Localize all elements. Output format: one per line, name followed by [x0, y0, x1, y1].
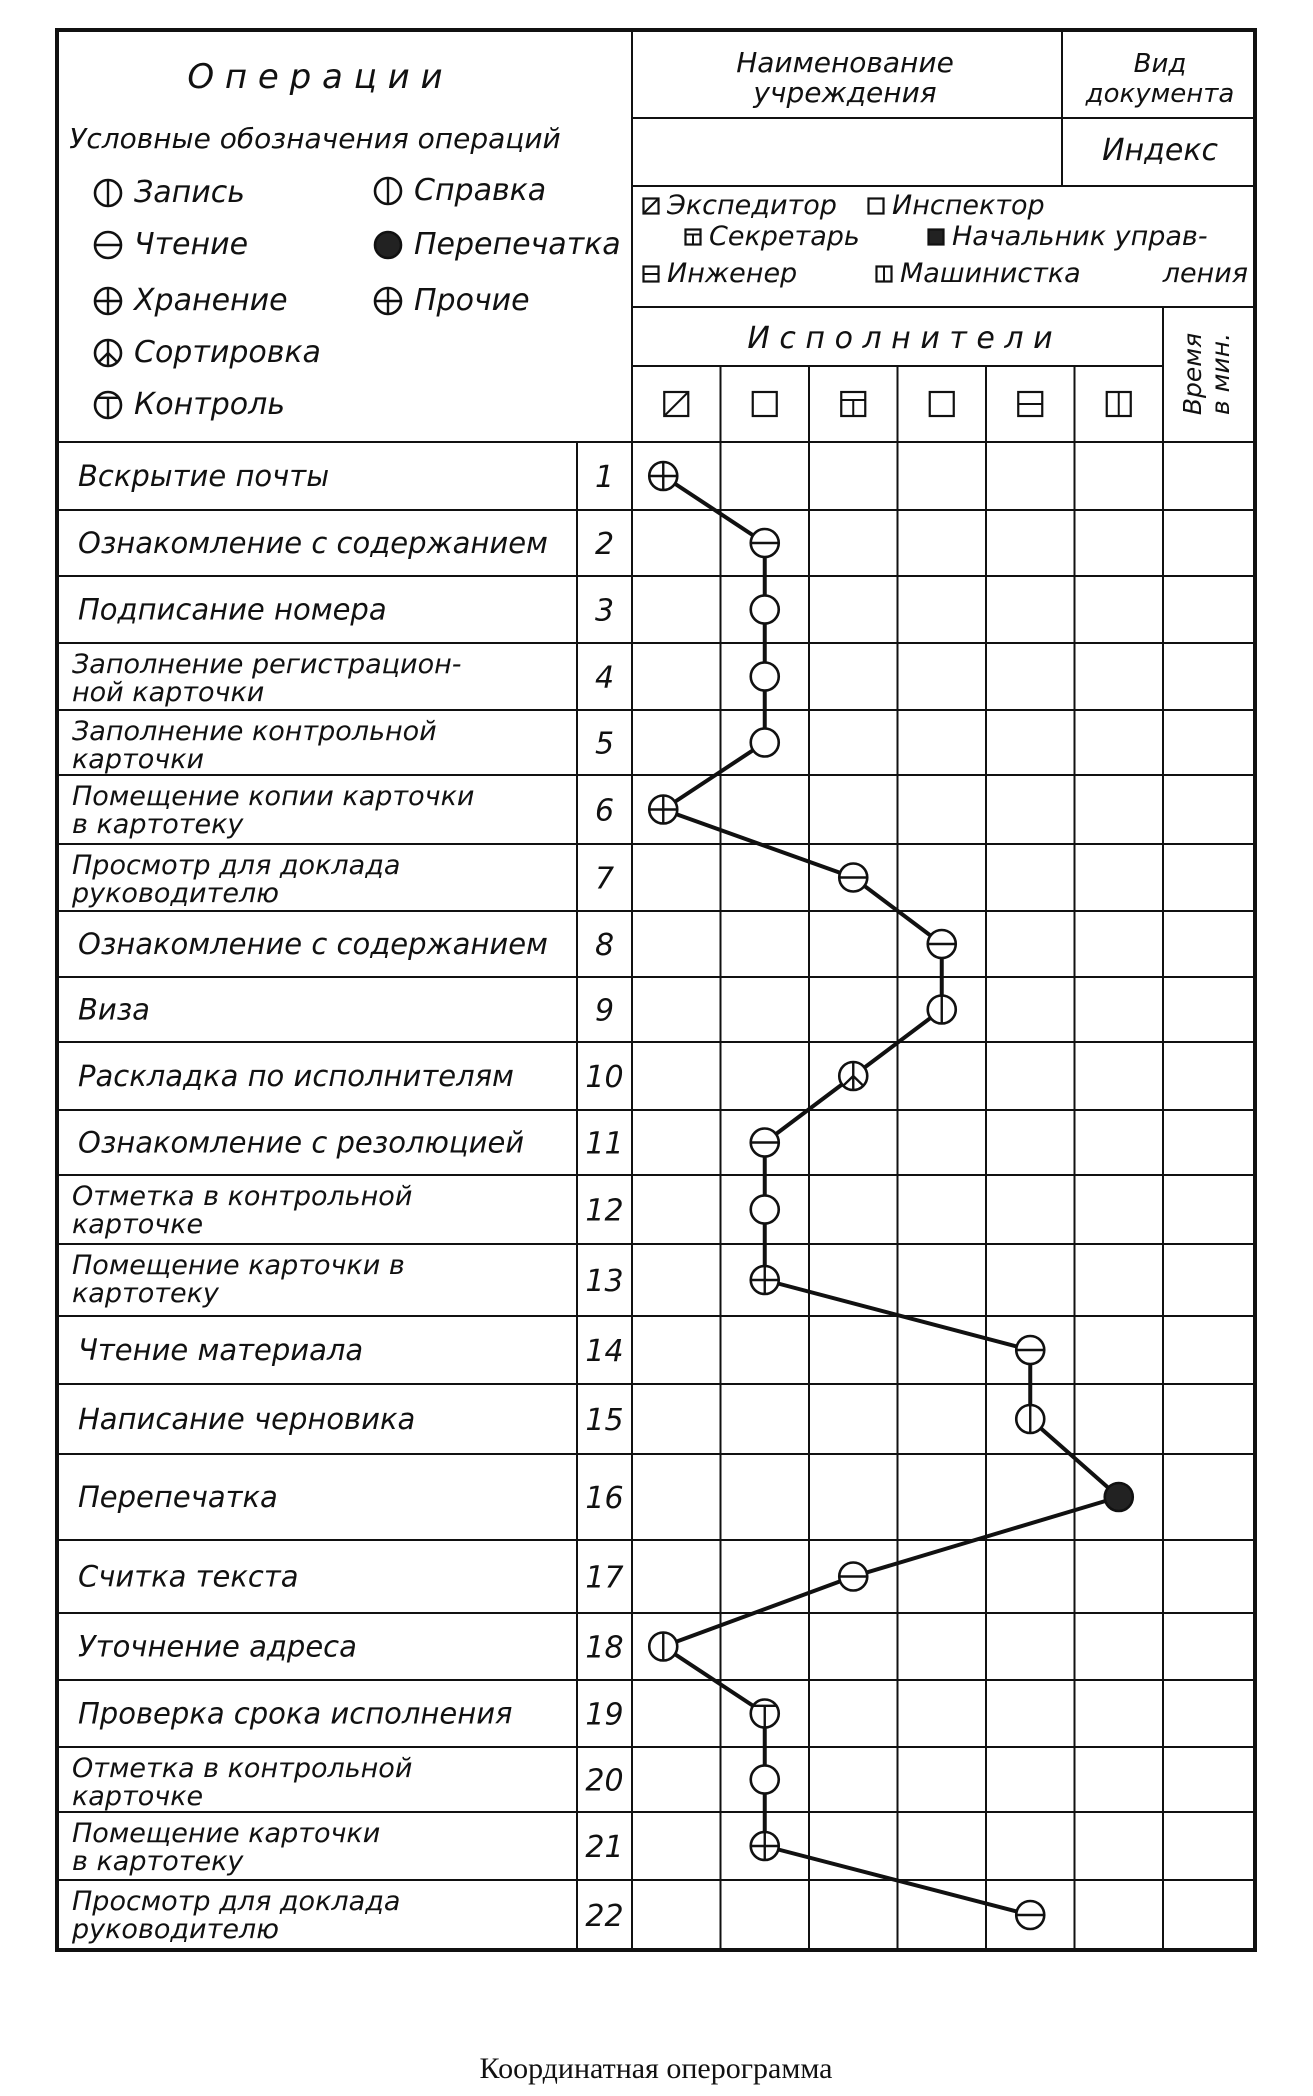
operation-number: 14	[585, 1334, 624, 1369]
operation-node-reading	[839, 1563, 867, 1591]
operation-name: Перепечатка	[78, 1480, 278, 1514]
performer-legend-head-icon	[929, 230, 944, 245]
table-row	[78, 1480, 624, 1516]
operation-name: Помещение карточки в	[72, 1250, 405, 1281]
operation-number: 12	[585, 1193, 624, 1229]
performer-legend-label-typist: Машинистка	[900, 258, 1081, 289]
performer-legend-expeditor-icon	[644, 199, 659, 214]
operation-name: Отметка в контрольной	[72, 1753, 413, 1784]
operation-node-retyping	[1105, 1483, 1133, 1511]
table-row	[78, 1697, 624, 1733]
operation-name: Раскладка по исполнителям	[78, 1059, 514, 1093]
operation-name: Чтение материала	[78, 1333, 364, 1367]
legend-retyping-icon	[375, 232, 401, 258]
operation-flow-line	[663, 476, 1119, 1915]
operation-number: 15	[585, 1403, 624, 1438]
operation-number: 20	[585, 1763, 624, 1799]
table-row	[71, 850, 614, 909]
operation-name: Помещение карточки	[72, 1818, 381, 1849]
operation-name-cont: в картотеку	[72, 1846, 244, 1877]
operation-number: 18	[585, 1630, 624, 1666]
operation-node-reading	[1016, 1901, 1044, 1929]
column-header-secretary-icon	[841, 392, 865, 416]
legend-reading-icon	[95, 232, 121, 258]
performer-legend-typist-icon	[877, 267, 892, 282]
operation-name: Просмотр для доклада	[72, 1886, 401, 1917]
operation-number: 5	[594, 726, 615, 762]
column-header-typist-icon	[1107, 392, 1131, 416]
operation-name: Помещение копии карточки	[72, 781, 475, 812]
operation-name: Ознакомление с содержанием	[78, 927, 548, 961]
operation-name: Заполнение регистрацион-	[72, 649, 462, 680]
operation-node-record	[1016, 1405, 1044, 1433]
operation-number: 3	[594, 593, 615, 629]
operation-node-plain	[751, 1196, 779, 1224]
operation-node-storage	[649, 796, 677, 824]
operation-name: Проверка срока исполнения	[78, 1696, 513, 1731]
operation-name: Отметка в контрольной	[72, 1181, 413, 1212]
legend-storage-icon	[95, 288, 121, 314]
table-row	[78, 593, 614, 629]
performer-legend-label-expeditor: Экспедитор	[667, 190, 837, 221]
operation-number: 13	[585, 1264, 624, 1299]
operation-node-plain	[751, 729, 779, 757]
operation-node-sorting	[839, 1062, 867, 1090]
operation-name: Просмотр для доклада	[72, 850, 401, 881]
operation-node-record	[928, 996, 956, 1024]
institution-label: Наименование	[736, 46, 954, 79]
legend-label-other: Прочие	[414, 283, 530, 318]
performer-legend-secretary-icon	[686, 230, 701, 245]
operation-number: 6	[594, 793, 615, 829]
table-row	[78, 1560, 624, 1596]
operation-name-cont: руководителю	[72, 878, 279, 909]
operation-name-cont: карточке	[72, 1209, 204, 1240]
table-row	[78, 1333, 624, 1369]
table-row	[72, 1753, 624, 1812]
operation-name: Уточнение адреса	[78, 1629, 357, 1664]
operation-number: 10	[585, 1060, 624, 1095]
legend-sorting-icon	[95, 340, 121, 366]
performer-legend-head-continuation: ления	[1162, 258, 1248, 289]
table-row	[78, 1402, 624, 1438]
operation-number: 17	[585, 1560, 624, 1596]
table-row	[71, 1886, 624, 1945]
time-label-line2: в мин.	[1206, 332, 1235, 416]
operation-node-plain	[751, 1766, 779, 1794]
operation-number: 7	[594, 861, 615, 897]
operation-node-control	[751, 1700, 779, 1728]
time-label-line1: Время	[1178, 332, 1207, 416]
operation-number: 2	[594, 527, 615, 562]
operation-nodes	[649, 462, 1133, 1929]
operation-name: Виза	[78, 992, 150, 1027]
operation-name-cont: ной карточки	[72, 677, 265, 708]
operation-node-storage	[751, 1832, 779, 1860]
table-row	[78, 1126, 624, 1162]
institution-label-2: учреждения	[753, 76, 937, 109]
operation-name-cont: картотеку	[72, 1278, 219, 1309]
operation-number: 21	[585, 1830, 624, 1865]
legend-label-sorting: Сортировка	[134, 335, 321, 370]
table-row	[72, 781, 614, 840]
operation-number: 11	[585, 1126, 624, 1162]
operation-node-other	[649, 462, 677, 490]
operation-name: Подписание номера	[78, 592, 387, 627]
performer-legend-label-secretary: Секретарь	[709, 221, 860, 252]
operation-name: Вскрытие почты	[78, 459, 330, 493]
performers-title: И с п о л н и т е л и	[747, 321, 1053, 356]
operation-name-cont: карточке	[72, 1781, 204, 1812]
legend-label-control: Контроль	[134, 387, 285, 422]
table-row	[72, 649, 614, 708]
operation-node-reading	[751, 1129, 779, 1157]
operations-title: О п е р а ц и и	[187, 57, 443, 97]
figure-caption: Координатная оперограмма	[479, 2052, 833, 2085]
table-row	[78, 1630, 624, 1666]
legend-other-icon	[375, 288, 401, 314]
operation-name: Считка текста	[78, 1559, 299, 1594]
operation-name: Написание черновика	[78, 1402, 416, 1436]
operation-number: 16	[585, 1481, 624, 1516]
operation-node-plain	[751, 596, 779, 624]
operation-number: 1	[594, 460, 615, 495]
operation-rows	[71, 459, 624, 1945]
index-label: Индекс	[1102, 133, 1218, 168]
operation-name: Заполнение контрольной	[72, 716, 437, 747]
performer-legend-label-head: Начальник управ-	[952, 221, 1208, 252]
column-header-inspector-icon	[753, 392, 777, 416]
operation-number: 9	[594, 993, 615, 1029]
operation-number: 4	[594, 660, 615, 696]
column-header-expeditor-icon	[664, 392, 688, 416]
legend-title: Условные обозначения операций	[69, 122, 561, 155]
operation-name: Ознакомление с резолюцией	[78, 1125, 525, 1160]
performer-legend-label-inspector: Инспектор	[892, 190, 1045, 221]
performers-legend	[644, 190, 1249, 416]
operation-node-reading	[1016, 1336, 1044, 1364]
operation-name: Ознакомление с содержанием	[78, 526, 548, 560]
performer-legend-label-engineer: Инженер	[667, 258, 798, 289]
operations-legend	[69, 122, 620, 422]
table-row	[78, 459, 614, 495]
table-row	[78, 1059, 624, 1095]
legend-label-record: Запись	[134, 175, 245, 210]
operation-node-plain	[751, 663, 779, 691]
legend-label-inquiry: Справка	[414, 173, 547, 208]
time-column-label	[1178, 333, 1235, 415]
doc-type-label: Вид	[1133, 49, 1187, 79]
legend-record-icon	[95, 180, 121, 206]
operation-node-storage	[751, 1266, 779, 1294]
column-header-engineer-icon	[1018, 392, 1042, 416]
operation-number: 8	[594, 928, 615, 963]
operation-name-cont: руководителю	[72, 1914, 279, 1945]
table-row	[78, 526, 614, 562]
operation-name-cont: в картотеку	[72, 809, 244, 840]
table-row	[78, 993, 614, 1029]
operation-node-reading	[751, 529, 779, 557]
table-row	[72, 1818, 624, 1877]
operation-node-reading	[839, 864, 867, 892]
table-row	[72, 716, 614, 775]
table-row	[72, 1181, 624, 1240]
column-header-inspector-icon	[930, 392, 954, 416]
operation-number: 19	[585, 1697, 624, 1733]
table-row	[78, 927, 614, 963]
operation-node-reading	[928, 930, 956, 958]
legend-label-retyping: Перепечатка	[414, 227, 621, 262]
legend-label-reading: Чтение	[134, 227, 249, 262]
operation-name-cont: карточки	[72, 744, 205, 775]
performer-legend-inspector-icon	[869, 199, 884, 214]
doc-type-label-2: документа	[1085, 79, 1235, 109]
operation-number: 22	[585, 1899, 624, 1934]
legend-control-icon	[95, 392, 121, 418]
table-row	[72, 1250, 624, 1309]
legend-label-storage: Хранение	[134, 283, 288, 318]
operation-node-inquiry	[649, 1633, 677, 1661]
legend-inquiry-icon	[375, 178, 401, 204]
flow-path	[663, 476, 1119, 1915]
performer-legend-engineer-icon	[644, 267, 659, 282]
